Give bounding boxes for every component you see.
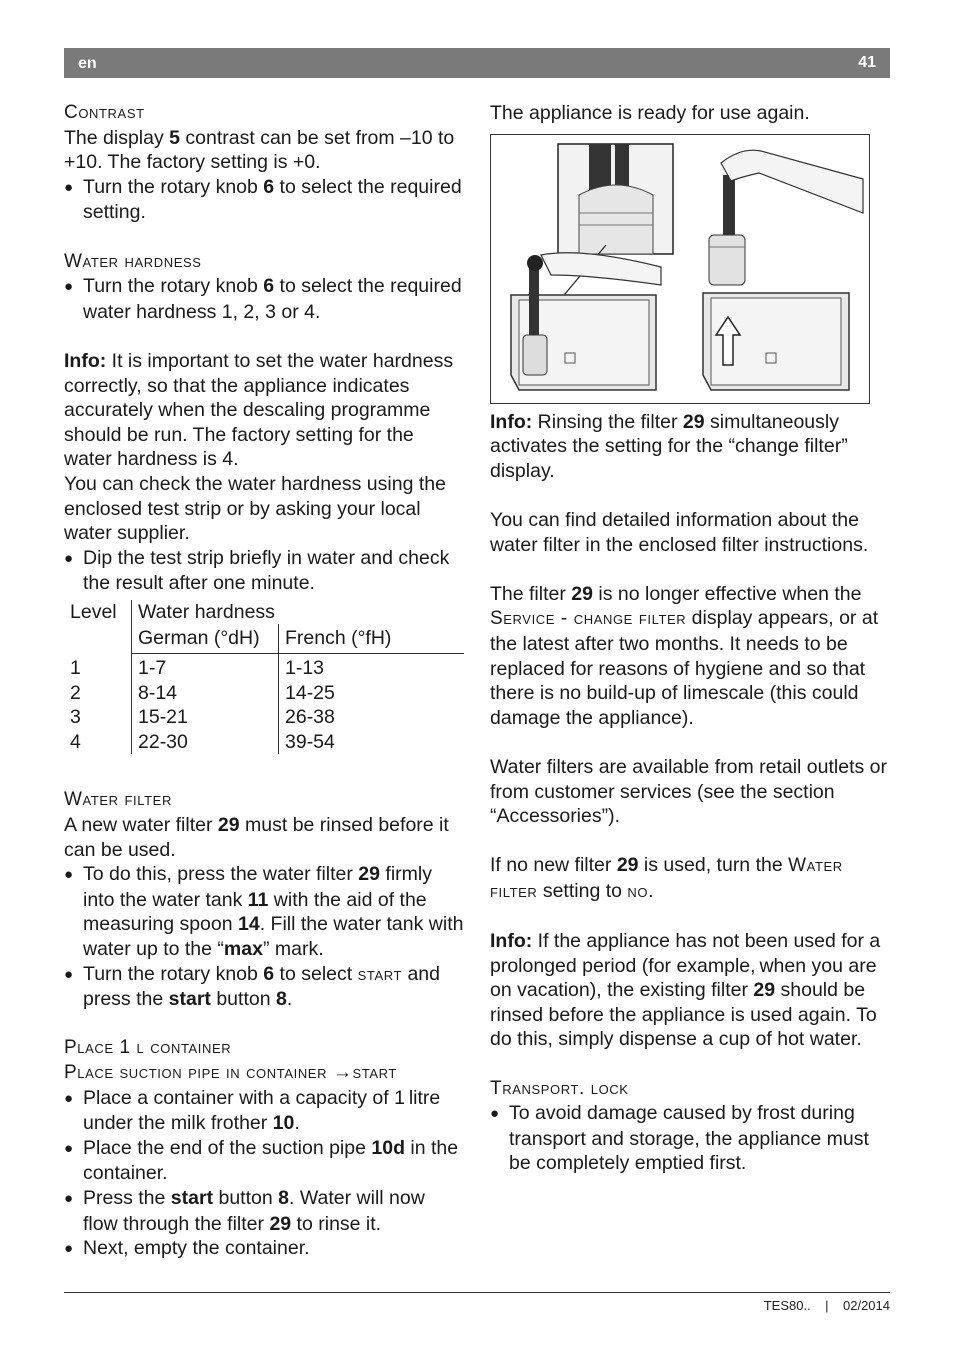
- table-cell-level: 2: [70, 681, 81, 704]
- left-column: [64, 101, 464, 1262]
- place-suction-pipe-heading: Place suction pipe in container →start: [64, 1061, 397, 1083]
- table-header-german: German (°dH): [132, 624, 279, 653]
- filter-bullet-1: ● To do this, press the water filter 29 firmly into the water tank 11 with the aid of the measuring spoon 14. Fill the water tank with water up to the “max” mark.: [64, 862, 464, 961]
- info-rinsing: Info: Rinsing the filter 29 simultaneously activates the setting for the “change filter” display.: [490, 410, 848, 482]
- table-header-row: [64, 600, 464, 625]
- filter-installation-illustration: [490, 134, 870, 404]
- language-code: en: [78, 55, 97, 72]
- table-cell-german: 1-7: [132, 654, 279, 681]
- model-number: TES80..: [763, 1298, 811, 1313]
- table-cell-level: 3: [70, 706, 81, 729]
- transport-bullet: ● To avoid damage caused by frost during transport and storage, the appliance must be completely emptied first.: [490, 1101, 890, 1176]
- place-bullet-2: ● Place the end of the suction pipe 10d in the container.: [64, 1136, 464, 1186]
- table-row: [64, 681, 464, 706]
- hardness-bullet-1: ● Turn the rotary knob 6 to select the required water hardness 1, 2, 3 or 4.: [64, 274, 464, 324]
- table-cell-german: 15-21: [132, 705, 279, 730]
- ready-text: The appliance is ready for use again.: [490, 102, 810, 124]
- contrast-text: The display 5 contrast can be set from –10 to +10. The factory setting is +0.: [64, 126, 455, 174]
- water-hardness-table: [64, 600, 464, 755]
- table-cell-french: 1-13: [279, 654, 465, 681]
- footer-separator: |: [825, 1298, 829, 1313]
- water-hardness-heading: Water hardness: [64, 250, 202, 272]
- contrast-heading: Contrast: [64, 102, 145, 123]
- publication-date: 02/2014: [843, 1298, 890, 1313]
- page-footer: [764, 1298, 890, 1313]
- footer-divider: [64, 1292, 890, 1293]
- filters-available-text: Water filters are available from retail outlets or from customer services (see the section “Accessories”).: [490, 755, 888, 828]
- table-header-level: Level: [70, 600, 117, 623]
- table-header-hardness: Water hardness: [132, 600, 465, 625]
- filter-illustration-svg: [491, 135, 869, 403]
- table-row: [64, 654, 464, 681]
- table-cell-german: 22-30: [132, 730, 279, 755]
- contrast-bullet: ● Turn the rotary knob 6 to select the required setting.: [64, 175, 464, 225]
- hardness-info: Info: It is important to set the water hardness correctly, so that the appliance indicates accurately when the descaling programme should be run. The factory setting for the water hardness is 4.: [64, 349, 454, 471]
- hardness-check-text: You can check the water hardness using the enclosed test strip or by asking your local water supplier.: [64, 472, 446, 545]
- right-column: [490, 101, 890, 1176]
- filter-effective-text: The filter 29 is no longer effective when the Service - change filter display appears, or at the latest after two months. It needs to be replaced for reasons of hygiene and so that there is no build-up of limescale (this could damage the appliance).: [490, 582, 879, 729]
- page-number: 41: [858, 54, 876, 71]
- water-filter-heading: Water filter: [64, 789, 172, 811]
- page-header: [64, 48, 890, 78]
- place-bullet-1: ● Place a container with a capacity of 1 litre under the milk frother 10.: [64, 1086, 464, 1136]
- no-new-filter-text: If no new filter 29 is used, turn the Water filter setting to no.: [490, 854, 843, 902]
- table-header-french: French (°fH): [279, 624, 465, 653]
- place-bullet-4: ● Next, empty the container.: [64, 1236, 464, 1262]
- table-cell-level: 1: [70, 656, 81, 679]
- table-row: [64, 730, 464, 755]
- table-cell-french: 14-25: [279, 681, 465, 706]
- transport-lock-heading: Transport. lock: [490, 1077, 629, 1099]
- table-cell-level: 4: [70, 730, 81, 753]
- filter-text: A new water filter 29 must be rinsed before it can be used.: [64, 814, 449, 861]
- filter-instructions-text: You can find detailed information about the water filter in the enclosed filter instructions.: [490, 508, 869, 556]
- info-prolonged-period: Info: If the appliance has not been used for a prolonged period (for example, when you are on vacation), the existing filter 29 should be rinsed before the appliance is used again. To do this, simply dispense a cup of hot water.: [490, 930, 881, 1051]
- filter-bullet-2: ● Turn the rotary knob 6 to select start and press the start button 8.: [64, 962, 464, 1012]
- table-row: [64, 705, 464, 730]
- table-cell-french: 26-38: [279, 705, 465, 730]
- table-cell-french: 39-54: [279, 730, 465, 755]
- place-bullet-3: ● Press the start button 8. Water will now flow through the filter 29 to rinse it.: [64, 1186, 464, 1236]
- place-container-heading: Place 1 l container: [64, 1037, 232, 1059]
- hardness-bullet-2: ● Dip the test strip briefly in water and check the result after one minute.: [64, 546, 464, 596]
- table-cell-german: 8-14: [132, 681, 279, 706]
